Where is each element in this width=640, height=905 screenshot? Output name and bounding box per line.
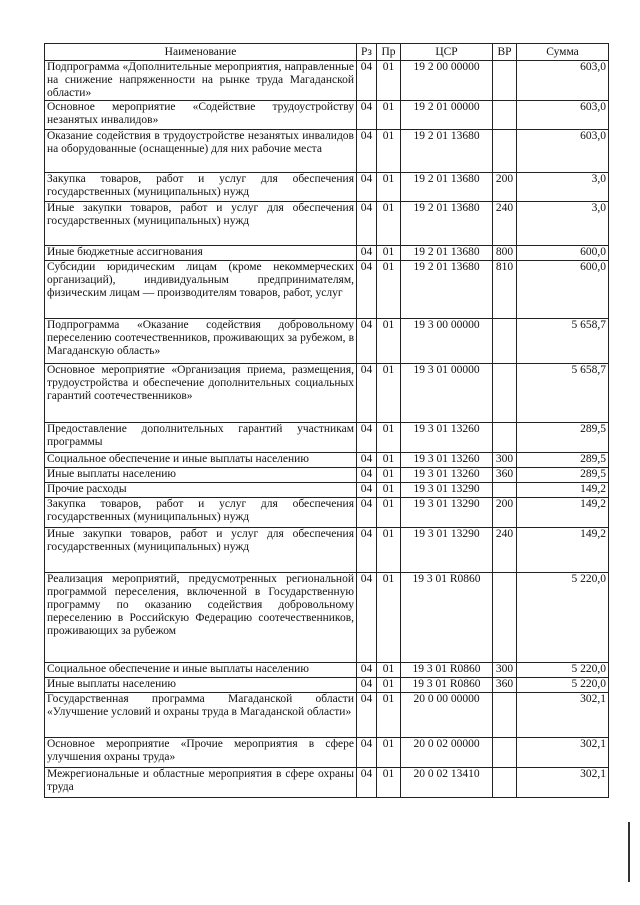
row-name: Подпрограмма «Оказание содействия добровольному переселению соотечественников, проживающих за рубежом, в Магаданскую область» <box>45 319 357 364</box>
row-csr: 19 3 01 13290 <box>401 528 493 573</box>
table-row <box>45 498 609 528</box>
row-name: Прочие расходы <box>45 483 357 498</box>
table-row <box>45 173 609 202</box>
row-vr <box>493 738 517 768</box>
row-pr: 01 <box>377 453 401 468</box>
row-vr <box>493 693 517 738</box>
row-vr: 240 <box>493 528 517 573</box>
row-sum: 600,0 <box>517 246 609 261</box>
row-vr <box>493 319 517 364</box>
row-pr: 01 <box>377 261 401 319</box>
row-name: Закупка товаров, работ и услуг для обеспечения государственных (муниципальных) нужд <box>45 498 357 528</box>
row-pr: 01 <box>377 364 401 423</box>
row-vr: 360 <box>493 678 517 693</box>
header-pr: Пр <box>377 44 401 61</box>
row-csr: 20 0 02 00000 <box>401 738 493 768</box>
table-row <box>45 364 609 423</box>
row-pr: 01 <box>377 738 401 768</box>
table-row <box>45 663 609 678</box>
row-name: Субсидии юридическим лицам (кроме некоммерческих организаций), индивидуальным предпринимателям, физическим лицам — производителям товаров, работ, услуг <box>45 261 357 319</box>
row-rz: 04 <box>357 101 377 130</box>
row-csr: 19 3 01 13260 <box>401 468 493 483</box>
row-sum: 5 658,7 <box>517 364 609 423</box>
row-sum: 289,5 <box>517 423 609 453</box>
row-sum: 603,0 <box>517 130 609 173</box>
row-vr: 300 <box>493 663 517 678</box>
header-vr: ВР <box>493 44 517 61</box>
row-csr: 19 3 00 00000 <box>401 319 493 364</box>
row-pr: 01 <box>377 173 401 202</box>
row-name: Основное мероприятие «Содействие трудоустройству незанятых инвалидов» <box>45 101 357 130</box>
row-rz: 04 <box>357 663 377 678</box>
row-sum: 3,0 <box>517 202 609 246</box>
row-name: Основное мероприятие «Прочие мероприятия в сфере улучшения охраны труда» <box>45 738 357 768</box>
row-vr <box>493 423 517 453</box>
row-vr: 240 <box>493 202 517 246</box>
table-row <box>45 130 609 173</box>
row-name: Реализация мероприятий, предусмотренных региональной программой переселения, включенной в Государственную программу по оказанию содействия добровольному переселению в Российскую Федерацию соотечественников, проживающих за рубежом <box>45 573 357 663</box>
row-rz: 04 <box>357 261 377 319</box>
row-csr: 19 3 01 00000 <box>401 364 493 423</box>
row-sum: 5 220,0 <box>517 663 609 678</box>
row-csr: 19 2 01 13680 <box>401 261 493 319</box>
row-rz: 04 <box>357 423 377 453</box>
row-csr: 20 0 00 00000 <box>401 693 493 738</box>
row-vr: 810 <box>493 261 517 319</box>
row-sum: 289,5 <box>517 453 609 468</box>
row-pr: 01 <box>377 61 401 101</box>
row-name: Социальное обеспечение и иные выплаты населению <box>45 663 357 678</box>
row-name: Иные бюджетные ассигнования <box>45 246 357 261</box>
row-rz: 04 <box>357 528 377 573</box>
table-row <box>45 693 609 738</box>
row-sum: 149,2 <box>517 498 609 528</box>
budget-table <box>44 43 609 798</box>
row-pr: 01 <box>377 101 401 130</box>
row-sum: 302,1 <box>517 768 609 798</box>
row-vr: 800 <box>493 246 517 261</box>
row-rz: 04 <box>357 319 377 364</box>
row-sum: 5 658,7 <box>517 319 609 364</box>
row-csr: 19 3 01 13260 <box>401 423 493 453</box>
row-rz: 04 <box>357 61 377 101</box>
row-csr: 19 3 01 13260 <box>401 453 493 468</box>
row-pr: 01 <box>377 319 401 364</box>
row-sum: 302,1 <box>517 738 609 768</box>
row-vr: 200 <box>493 498 517 528</box>
row-vr: 200 <box>493 173 517 202</box>
row-name: Иные закупки товаров, работ и услуг для обеспечения государственных (муниципальных) нужд <box>45 528 357 573</box>
row-sum: 603,0 <box>517 101 609 130</box>
row-pr: 01 <box>377 693 401 738</box>
table-row <box>45 483 609 498</box>
row-vr <box>493 573 517 663</box>
row-vr <box>493 364 517 423</box>
row-sum: 149,2 <box>517 483 609 498</box>
row-vr <box>493 61 517 101</box>
table-row <box>45 202 609 246</box>
table-row <box>45 678 609 693</box>
row-sum: 5 220,0 <box>517 573 609 663</box>
row-sum: 3,0 <box>517 173 609 202</box>
row-sum: 5 220,0 <box>517 678 609 693</box>
row-rz: 04 <box>357 693 377 738</box>
row-pr: 01 <box>377 498 401 528</box>
row-csr: 19 2 01 13680 <box>401 202 493 246</box>
row-vr <box>493 768 517 798</box>
row-sum: 302,1 <box>517 693 609 738</box>
row-name: Подпрограмма «Дополнительные мероприятия, направленные на снижение напряженности на рынке труда Магаданской области» <box>45 61 357 101</box>
row-csr: 19 2 00 00000 <box>401 61 493 101</box>
table-row <box>45 573 609 663</box>
row-rz: 04 <box>357 364 377 423</box>
table-row <box>45 423 609 453</box>
row-csr: 19 3 01 R0860 <box>401 573 493 663</box>
table-row <box>45 738 609 768</box>
row-csr: 19 3 01 13290 <box>401 483 493 498</box>
header-name: Наименование <box>45 44 357 61</box>
row-pr: 01 <box>377 468 401 483</box>
row-vr <box>493 130 517 173</box>
row-pr: 01 <box>377 246 401 261</box>
row-sum: 600,0 <box>517 261 609 319</box>
row-vr: 360 <box>493 468 517 483</box>
row-rz: 04 <box>357 573 377 663</box>
row-rz: 04 <box>357 483 377 498</box>
row-name: Иные закупки товаров, работ и услуг для обеспечения государственных (муниципальных) нужд <box>45 202 357 246</box>
row-csr: 19 2 01 13680 <box>401 130 493 173</box>
row-rz: 04 <box>357 246 377 261</box>
row-pr: 01 <box>377 483 401 498</box>
row-csr: 20 0 02 13410 <box>401 768 493 798</box>
row-rz: 04 <box>357 678 377 693</box>
table-row <box>45 768 609 798</box>
row-vr: 300 <box>493 453 517 468</box>
row-sum: 149,2 <box>517 528 609 573</box>
row-rz: 04 <box>357 768 377 798</box>
row-rz: 04 <box>357 173 377 202</box>
row-pr: 01 <box>377 573 401 663</box>
row-vr <box>493 101 517 130</box>
row-name: Иные выплаты населению <box>45 468 357 483</box>
row-csr: 19 2 01 13680 <box>401 173 493 202</box>
row-csr: 19 2 01 13680 <box>401 246 493 261</box>
row-name: Государственная программа Магаданской области «Улучшение условий и охраны труда в Магаданской области» <box>45 693 357 738</box>
row-pr: 01 <box>377 202 401 246</box>
table-row <box>45 319 609 364</box>
row-vr <box>493 483 517 498</box>
row-csr: 19 3 01 R0860 <box>401 663 493 678</box>
row-name: Основное мероприятие «Организация приема, размещения, трудоустройства и обеспечение дополнительных социальных гарантий соотечественников» <box>45 364 357 423</box>
row-rz: 04 <box>357 130 377 173</box>
row-rz: 04 <box>357 468 377 483</box>
row-rz: 04 <box>357 498 377 528</box>
row-name: Закупка товаров, работ и услуг для обеспечения государственных (муниципальных) нужд <box>45 173 357 202</box>
table-row <box>45 468 609 483</box>
document-page <box>44 43 608 798</box>
row-pr: 01 <box>377 768 401 798</box>
table-row <box>45 261 609 319</box>
row-name: Социальное обеспечение и иные выплаты населению <box>45 453 357 468</box>
row-pr: 01 <box>377 678 401 693</box>
header-rz: Рз <box>357 44 377 61</box>
row-rz: 04 <box>357 453 377 468</box>
row-name: Межрегиональные и областные мероприятия в сфере охраны труда <box>45 768 357 798</box>
row-csr: 19 3 01 13290 <box>401 498 493 528</box>
row-pr: 01 <box>377 130 401 173</box>
row-pr: 01 <box>377 663 401 678</box>
header-csr: ЦСР <box>401 44 493 61</box>
row-name: Предоставление дополнительных гарантий участникам программы <box>45 423 357 453</box>
row-sum: 603,0 <box>517 61 609 101</box>
row-name: Иные выплаты населению <box>45 678 357 693</box>
row-pr: 01 <box>377 528 401 573</box>
table-row <box>45 528 609 573</box>
row-csr: 19 2 01 00000 <box>401 101 493 130</box>
row-pr: 01 <box>377 423 401 453</box>
table-header-row <box>45 44 609 61</box>
table-row <box>45 101 609 130</box>
header-sum: Сумма <box>517 44 609 61</box>
row-rz: 04 <box>357 738 377 768</box>
row-sum: 289,5 <box>517 468 609 483</box>
row-csr: 19 3 01 R0860 <box>401 678 493 693</box>
table-row <box>45 61 609 101</box>
table-row <box>45 453 609 468</box>
row-rz: 04 <box>357 202 377 246</box>
row-name: Оказание содействия в трудоустройстве незанятых инвалидов на оборудованные (оснащенные) для них рабочие места <box>45 130 357 173</box>
table-row <box>45 246 609 261</box>
scan-edge-mark <box>628 822 630 882</box>
